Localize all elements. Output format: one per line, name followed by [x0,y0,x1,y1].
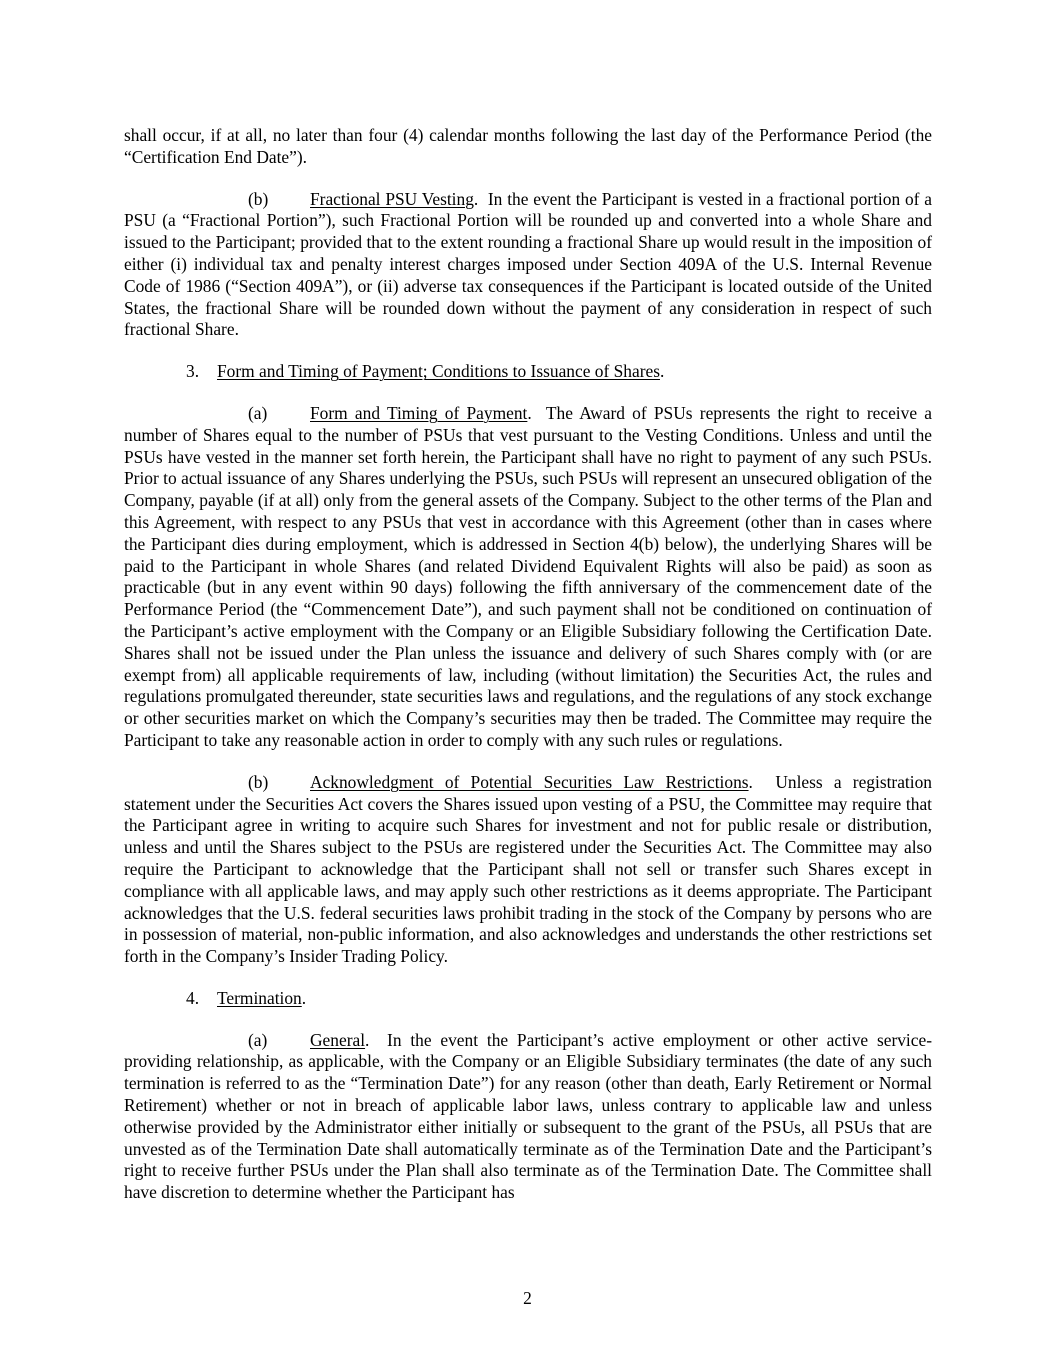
page-number: 2 [523,1288,532,1308]
section-number: 4. [186,987,200,1008]
paragraph-heading: Form and Timing of Payment [310,402,528,423]
paragraph-label: (b) [248,188,269,209]
paragraph-body: In the event the Participant is vested in a fractional portion of a PSU (a “Fractional Portion”), such Fractional Portion will be rounded up and converted into a whole Share and issued to the Participant; provided that to the extent rounding a fractional Share up would result in the imposition of either (i) individual tax and penalty interest charges imposed under Section 409A of the U.S. Internal Revenue Code of 1986 (“Section 409A”), or (ii) adverse tax consequences if the Participant is located outside of the United States, the fractional Share will be rounded down without the payment of any consideration in respect of such fractional Share. [124,188,932,340]
paragraph-body: The Award of PSUs represents the right to receive a number of Shares equal to the number of PSUs that vest pursuant to the Vesting Conditions. Unless and until the PSUs have vested in the manner set forth herein, the Participant shall have no right to payment of any such PSUs. Prior to actual issuance of any Shares underlying the PSUs, such PSUs will represent an unsecured obligation of the Company, payable (if at all) only from the general assets of the Company. Subject to the other terms of the Plan and this Agreement, with respect to any PSUs that vest in accordance with this Agreement (other than in cases where the Participant dies during employment, which is addressed in Section 4(b) below), the underlying Shares will be paid to the Participant in whole Shares (and related Dividend Equivalent Rights will also be paid) as soon as practicable (but in any event within 90 days) following the fifth anniversary of the commencement date of the Performance Period (the “Commencement Date”), and such payment shall not be conditioned on continuation of the Participant’s active employment with the Company or an Eligible Subsidiary following the Certification Date. Shares shall not be issued under the Plan unless the issuance and delivery of such Shares comply with (or are exempt from) all applicable requirements of law, including (without limitation) the Securities Act, the rules and regulations promulgated thereunder, state securities laws and regulations, and the regulations of any stock exchange or other securities market on which the Company’s securities may then be traded. The Committee may require the Participant to take any reasonable action in order to comply with any such rules or regulations. [124,402,933,750]
paragraph-3a: (a) Form and Timing of Payment. The Award of PSUs represents the right to receive a number of Shares equal to the number of PSUs that vest pursuant to the Vesting Conditions. Unless and until the PSUs have vested in the manner set forth herein, the Participant shall have no right to payment of any such PSUs. Prior to actual issuance of any Shares underlying the PSUs, such PSUs will represent an unsecured obligation of the Company, payable (if at all) only from the general assets of the Company. Subject to the other terms of the Plan and this Agreement, with respect to any PSUs that vest in accordance with this Agreement (other than in cases where the Participant dies during employment, which is addressed in Section 4(b) below), the underlying Shares will be paid to the Participant in whole Shares (and related Dividend Equivalent Rights will also be paid) as soon as practicable (but in any event within 90 days) following the fifth anniversary of the commencement date of the Performance Period (the “Commencement Date”), and such payment shall not be conditioned on continuation of the Participant’s active employment with the Company or an Eligible Subsidiary following the Certification Date. Shares shall not be issued under the Plan unless the issuance and delivery of such Shares comply with (or are exempt from) all applicable requirements of law, including (without limitation) the Securities Act, the rules and regulations promulgated thereunder, state securities laws and regulations, and the regulations of any stock exchange or other securities market on which the Company’s securities may then be traded. The Committee may require the Participant to take any reasonable action in order to comply with any such rules or regulations. [124,402,933,750]
section-title: Termination [217,987,302,1008]
section-3-heading: 3. Form and Timing of Payment; Conditions to Issuance of Shares. [186,361,665,382]
paragraph-label: (a) [248,1029,268,1050]
paragraph-body: Unless a registration statement under the Securities Act covers the Shares issued upon vesting of a PSU, the Committee may require that the Participant agree in writing to acquire such Shares for investment and not for public resale or distribution, unless and until the Shares subject to the PSUs are registered under the Securities Act. The Committee may also require the Participant to acknowledge that the Participant shall not sell or transfer such Shares except in compliance with all applicable laws, and may apply such other restrictions as it deems appropriate. The Participant acknowledges that the U.S. federal securities laws prohibit trading in the stock of the Company by persons who are in possession of material, non-public information, and also acknowledges and understands the other restrictions set forth in the Company’s Insider Trading Policy. [124,771,932,967]
paragraph-label: (a) [248,402,268,423]
paragraph-label: (b) [248,771,269,792]
paragraph-2b: (b) Fractional PSU Vesting. In the event the Participant is vested in a fractional portion of a PSU (a “Fractional Portion”), such Fractional Portion will be rounded up and converted into a whole Share and issued to the Participant; provided that to the extent rounding a fractional Share up would result in the imposition of either (i) individual tax and penalty interest charges imposed under Section 409A of the U.S. Internal Revenue Code of 1986 (“Section 409A”), or (ii) adverse tax consequences if the Participant is located outside of the United States, the fractional Share will be rounded down without the payment of any consideration in respect of such fractional Share. [124,188,932,340]
paragraph-heading: Fractional PSU Vesting [310,188,474,209]
paragraph-3b: (b) Acknowledgment of Potential Securities Law Restrictions. Unless a registration statement under the Securities Act covers the Shares issued upon vesting of a PSU, the Committee may require that the Participant agree in writing to acquire such Shares for investment and not for public resale or distribution, unless and until the Shares subject to the PSUs are registered under the Securities Act. The Committee may also require the Participant to acknowledge that the Participant shall not sell or transfer such Shares except in compliance with all applicable laws, and may apply such other restrictions as it deems appropriate. The Participant acknowledges that the U.S. federal securities laws prohibit trading in the stock of the Company by persons who are in possession of material, non-public information, and also acknowledges and understands the other restrictions set forth in the Company’s Insider Trading Policy. [124,771,932,967]
paragraph-4a: (a) General. In the event the Participant’s active employment or other active service-providing relationship, as applicable, with the Company or an Eligible Subsidiary terminates (the date of any such termination is referred to as the “Termination Date”) for any reason (other than death, Early Retirement or Normal Retirement) whether or not in breach of applicable labor laws, unless contrary to applicable law and unless otherwise provided by the Administrator either initially or subsequent to the grant of the PSUs, all PSUs that are unvested as of the Termination Date shall automatically terminate as of the Termination Date and the Participant’s right to receive further PSUs under the Plan shall also terminate as of the Termination Date. The Committee shall have discretion to determine whether the Participant has [124,1029,932,1203]
continuation-paragraph: shall occur, if at all, no later than four (4) calendar months following the last day of the Performance Period (the “Certification End Date”). [124,125,932,167]
section-title: Form and Timing of Payment; Conditions to Issuance of Shares [217,361,660,382]
document-body [124,125,932,1204]
section-number: 3. [186,361,200,382]
section-4-heading: 4. Termination. [186,987,307,1008]
paragraph-heading: Acknowledgment of Potential Securities Law Restrictions [310,771,749,792]
paragraph-body: In the event the Participant’s active employment or other active service-providing relationship, as applicable, with the Company or an Eligible Subsidiary terminates (the date of any such termination is referred to as the “Termination Date”) for any reason (other than death, Early Retirement or Normal Retirement) whether or not in breach of applicable labor laws, unless contrary to applicable law and unless otherwise provided by the Administrator either initially or subsequent to the grant of the PSUs, all PSUs that are unvested as of the Termination Date shall automatically terminate as of the Termination Date and the Participant’s right to receive further PSUs under the Plan shall also terminate as of the Termination Date. The Committee shall have discretion to determine whether the Participant has [124,1029,932,1203]
paragraph-heading: General [310,1029,366,1050]
